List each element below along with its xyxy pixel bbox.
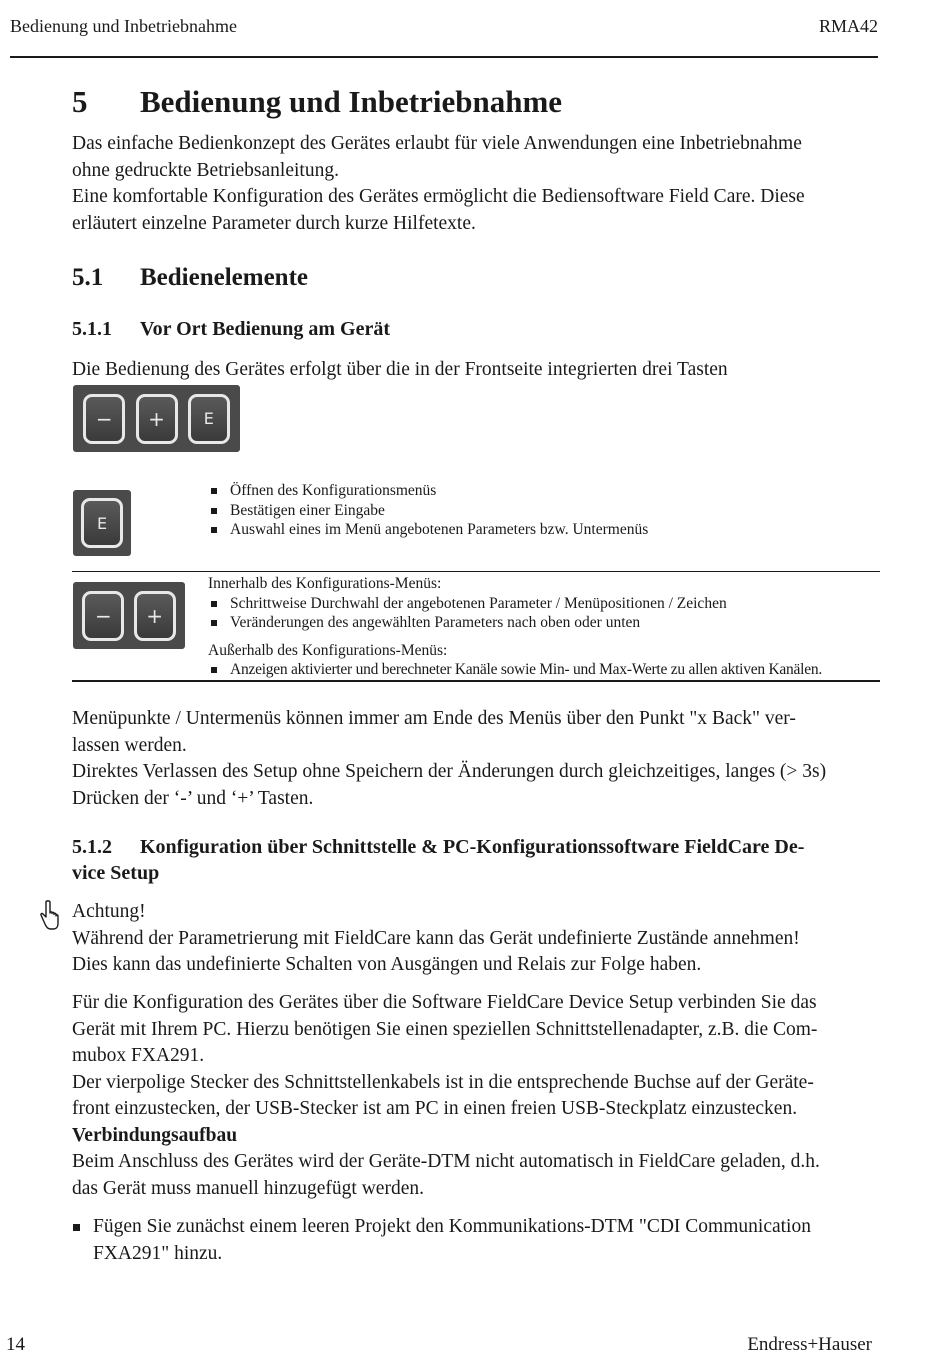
text-line: front einzustecken, der USB-Stecker ist am PC in einen freien USB-Steckplatz einzustecken. <box>72 1098 798 1119</box>
text-line: Dies kann das undefinierte Schalten von Ausgängen und Relais zur Folge haben. <box>72 954 702 975</box>
text-line: Direktes Verlassen des Setup ohne Speichern der Änderungen durch gleichzeitiges, langes (> 3s) <box>72 761 827 782</box>
list-item: Veränderungen des angewählten Parameters nach oben oder unten <box>208 613 880 633</box>
list-item: Auswahl eines im Menü angebotenen Parameters bzw. Untermenüs <box>208 520 880 540</box>
section-5-intro <box>72 131 880 237</box>
text-line: Menüpunkte / Untermenüs können immer am Ende des Menüs über den Punkt "x Back" ver- <box>72 708 796 729</box>
e-key-image <box>73 490 131 556</box>
section-5-1-1-heading <box>72 318 390 341</box>
text-line: Eine komfortable Konfiguration des Gerätes ermöglicht die Bediensoftware Field Care. Diese <box>72 186 805 207</box>
minus-plus-keys-image <box>73 582 185 649</box>
text-line: Die Bedienung des Gerätes erfolgt über die in der Frontseite integrierten drei Tasten <box>72 359 728 380</box>
text-line: das Gerät muss manuell hinzugefügt werden. <box>72 1177 424 1199</box>
running-header-product: RMA42 <box>818 16 878 36</box>
text-line: FXA291" hinzu. <box>93 1242 223 1264</box>
section-5-1-2-body <box>72 990 880 1202</box>
table-bottom-rule <box>72 680 880 682</box>
section-5-1-1-number: 5.1.1 <box>72 318 112 340</box>
text-line: lassen werden. <box>72 734 187 756</box>
brand-name: Endress+Hauser <box>747 1334 872 1355</box>
text-line: mubox FXA291. <box>72 1045 205 1066</box>
section-5-1-2-title: Konfiguration über Schnittstelle & PC-Konfigurationssoftware FieldCare De- <box>140 836 805 858</box>
minus-key-icon: − <box>83 394 125 444</box>
page-number: 14 <box>6 1334 25 1355</box>
three-keys-image <box>73 385 240 452</box>
text-line: Für die Konfiguration des Gerätes über die Software FieldCare Device Setup verbinden Sie das <box>72 992 817 1013</box>
text-line: ohne gedruckte Betriebsanleitung. <box>72 159 339 181</box>
text-line: Der vierpolige Stecker des Schnittstellenkabels ist in die entsprechende Buchse auf der Geräte- <box>72 1071 814 1093</box>
table-row-divider <box>72 571 880 572</box>
plus-key-icon: + <box>134 591 176 641</box>
section-5-heading <box>72 84 562 120</box>
section-5-title: Bedienung und Inbetriebnahme <box>140 84 563 119</box>
text-line: Während der Parametrierung mit FieldCare kann das Gerät undefinierte Zustände annehmen! <box>72 927 800 949</box>
text-line: Das einfache Bedienkonzept des Gerätes erlaubt für viele Anwendungen eine Inbetriebnahme <box>72 133 802 154</box>
list-item: Anzeigen aktivierter und berechneter Kanäle sowie Min- und Max-Werte zu allen aktiven Kanälen. <box>208 660 880 680</box>
warning-notice <box>72 899 880 979</box>
section-5-1-heading <box>72 264 308 292</box>
list-item: Bestätigen einer Eingabe <box>208 501 880 521</box>
pointing-hand-warning-icon <box>40 900 60 932</box>
text-line: Gerät mit Ihrem PC. Hierzu benötigen Sie einen speziellen Schnittstellenadapter, z.B. die Com- <box>72 1018 818 1040</box>
section-5-1-2-number: 5.1.2 <box>72 836 112 858</box>
list-item: Schrittweise Durchwahl der angebotenen Parameter / Menüpositionen / Zeichen <box>208 594 880 614</box>
section-5-1-2-title-cont: vice Setup <box>72 862 160 884</box>
connection-setup-subheading: Verbindungsaufbau <box>72 1124 238 1146</box>
inside-menu-label: Innerhalb des Konfigurations-Menüs: <box>208 575 442 592</box>
text-line: erläutert einzelne Parameter durch kurze Hilfetexte. <box>72 212 476 234</box>
list-item: Öffnen des Konfigurationsmenüs <box>208 481 880 501</box>
outside-menu-label: Außerhalb des Konfigurations-Menüs: <box>208 641 448 659</box>
section-5-1-1-notes <box>72 706 880 812</box>
section-5-number: 5 <box>72 84 88 119</box>
header-rule <box>10 56 878 58</box>
minus-plus-function-list <box>208 574 880 680</box>
section-5-1-number: 5.1 <box>72 264 104 291</box>
e-key-function-list <box>208 481 880 540</box>
section-5-1-1-intro <box>72 357 880 384</box>
instruction-bullet <box>72 1214 901 1267</box>
section-5-1-1-title: Vor Ort Bedienung am Gerät <box>140 318 390 340</box>
plus-key-icon: + <box>136 394 178 444</box>
warning-title: Achtung! <box>72 901 146 922</box>
minus-key-icon: − <box>82 591 124 641</box>
running-header-title: Bedienung und Inbetriebnahme <box>10 16 237 36</box>
section-5-1-2-heading <box>72 834 880 886</box>
section-5-1-title: Bedienelemente <box>140 264 309 291</box>
e-key-icon: E <box>188 394 230 444</box>
text-line: Beim Anschluss des Gerätes wird der Geräte-DTM nicht automatisch in FieldCare geladen, d.h. <box>72 1151 820 1172</box>
e-key-icon: E <box>81 498 123 548</box>
text-line: Fügen Sie zunächst einem leeren Projekt den Kommunikations-DTM "CDI Communication <box>93 1216 811 1237</box>
text-line: Drücken der ‘-’ und ‘+’ Tasten. <box>72 787 314 809</box>
